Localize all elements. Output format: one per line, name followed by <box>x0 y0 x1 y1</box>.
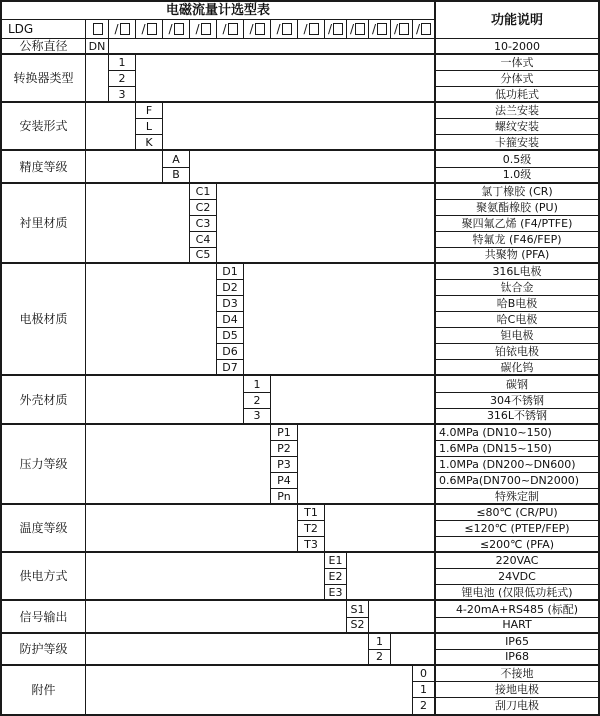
blank-box-icon <box>93 23 103 35</box>
code-cell: D1 <box>217 264 244 280</box>
description-cell: 低功耗式 <box>435 87 598 103</box>
code-cell: 2 <box>369 650 391 666</box>
spacer-cell <box>86 601 347 633</box>
description-cell: 钛合金 <box>435 280 598 296</box>
code-cell: D6 <box>217 344 244 360</box>
description-cell: 氯丁橡胶 (CR) <box>435 184 598 200</box>
code-cell: P1 <box>271 425 298 441</box>
description-cell: 哈B电极 <box>435 296 598 312</box>
model-box-9 <box>325 20 347 39</box>
description-cell: ≤80℃ (CR/PU) <box>435 505 598 521</box>
spacer-cell <box>391 634 435 666</box>
description-cell: 4-20mA+RS485 (标配) <box>435 601 598 617</box>
blank-box-icon <box>399 23 409 35</box>
blank-box-icon <box>147 23 157 35</box>
code-cell: 3 <box>244 409 271 425</box>
code-cell: C4 <box>190 232 217 248</box>
code-cell: D4 <box>217 312 244 328</box>
slash: / <box>141 22 146 36</box>
spacer-cell <box>86 376 244 424</box>
description-cell: IP68 <box>435 650 598 666</box>
code-cell: 1 <box>109 55 136 71</box>
category-label: 压力等级 <box>2 425 86 505</box>
blank-box-icon <box>333 23 343 35</box>
code-cell: E3 <box>325 585 347 601</box>
code-cell: C5 <box>190 248 217 264</box>
description-cell: 1.6MPa (DN15~150) <box>435 441 598 457</box>
description-cell: 碳化钨 <box>435 360 598 376</box>
slash: / <box>415 22 421 36</box>
model-box-5 <box>217 20 244 39</box>
code-cell: F <box>136 103 163 119</box>
description-cell: 特殊定制 <box>435 489 598 505</box>
category-label: 电极材质 <box>2 264 86 377</box>
description-cell: 法兰安装 <box>435 103 598 119</box>
category-label: 温度等级 <box>2 505 86 553</box>
code-cell: P2 <box>271 441 298 457</box>
slash: / <box>371 22 377 36</box>
spacer-cell <box>369 601 435 633</box>
code-cell: C3 <box>190 216 217 232</box>
code-cell: E2 <box>325 569 347 585</box>
code-cell: D2 <box>217 280 244 296</box>
slash: / <box>195 22 200 36</box>
category-label: 外壳材质 <box>2 376 86 424</box>
code-cell: 0 <box>413 666 435 682</box>
spacer-cell <box>109 39 435 55</box>
model-prefix: LDG <box>2 20 86 39</box>
spacer-cell <box>298 425 435 505</box>
description-cell: 分体式 <box>435 71 598 87</box>
description-cell: IP65 <box>435 634 598 650</box>
model-box-1 <box>109 20 136 39</box>
description-cell: 聚氨酯橡胶 (PU) <box>435 200 598 216</box>
model-box-12 <box>391 20 413 39</box>
description-cell: HART <box>435 618 598 634</box>
description-cell: 1.0MPa (DN200~DN600) <box>435 457 598 473</box>
spacer-cell <box>325 505 435 553</box>
description-cell: 316L不锈钢 <box>435 409 598 425</box>
model-first-box <box>86 20 109 39</box>
table-title: 电磁流量计选型表 <box>2 2 435 20</box>
description-cell: 聚四氟乙烯 (F4/PTFE) <box>435 216 598 232</box>
blank-box-icon <box>282 23 292 35</box>
slash: / <box>276 22 281 36</box>
code-cell: 2 <box>109 71 136 87</box>
spacer-cell <box>86 264 217 377</box>
code-cell: L <box>136 119 163 135</box>
description-cell: 特氟龙 (F46/FEP) <box>435 232 598 248</box>
blank-box-icon <box>355 23 365 35</box>
code-cell: DN <box>86 39 109 55</box>
description-cell: 304不锈钢 <box>435 393 598 409</box>
description-cell: 锂电池 (仅限低功耗式) <box>435 585 598 601</box>
category-label: 精度等级 <box>2 151 86 183</box>
spacer-cell <box>271 376 435 424</box>
slash: / <box>168 22 173 36</box>
model-box-2 <box>136 20 163 39</box>
code-cell: 1 <box>369 634 391 650</box>
description-cell: 24VDC <box>435 569 598 585</box>
blank-box-icon <box>255 23 265 35</box>
category-label: 防护等级 <box>2 634 86 666</box>
spacer-cell <box>163 103 435 151</box>
spacer-cell <box>86 666 413 714</box>
code-cell: A <box>163 151 190 167</box>
description-cell: 0.5级 <box>435 151 598 167</box>
slash: / <box>249 22 254 36</box>
description-cell: 0.6MPa(DN700~DN2000) <box>435 473 598 489</box>
category-label: 信号输出 <box>2 601 86 633</box>
model-box-10 <box>347 20 369 39</box>
spacer-cell <box>86 103 136 151</box>
category-label: 衬里材质 <box>2 184 86 264</box>
model-box-11 <box>369 20 391 39</box>
spacer-cell <box>136 55 435 103</box>
description-cell: 一体式 <box>435 55 598 71</box>
slash: / <box>327 22 333 36</box>
category-label: 公称直径 <box>2 39 86 55</box>
code-cell: 2 <box>244 393 271 409</box>
description-cell: 铂铱电极 <box>435 344 598 360</box>
code-cell: C1 <box>190 184 217 200</box>
code-cell: B <box>163 168 190 184</box>
slash: / <box>222 22 227 36</box>
description-cell: 接地电极 <box>435 682 598 698</box>
spacer-cell <box>86 634 369 666</box>
spacer-cell <box>190 151 435 183</box>
code-cell: 3 <box>109 87 136 103</box>
spacer-cell <box>86 55 109 103</box>
description-cell: 10-2000 <box>435 39 598 55</box>
code-cell: P3 <box>271 457 298 473</box>
spacer-cell <box>244 264 435 377</box>
slash: / <box>349 22 355 36</box>
slash: / <box>114 22 119 36</box>
code-cell: P4 <box>271 473 298 489</box>
spacer-cell <box>217 184 435 264</box>
code-cell: D7 <box>217 360 244 376</box>
code-cell: T1 <box>298 505 325 521</box>
spacer-cell <box>86 553 325 601</box>
category-label: 供电方式 <box>2 553 86 601</box>
description-cell: 卡箍安装 <box>435 135 598 151</box>
description-cell: 刮刀电极 <box>435 698 598 714</box>
code-cell: D5 <box>217 328 244 344</box>
model-box-13 <box>413 20 435 39</box>
code-cell: 1 <box>244 376 271 392</box>
description-cell: 螺纹安装 <box>435 119 598 135</box>
spacer-cell <box>86 425 271 505</box>
model-box-4 <box>190 20 217 39</box>
model-box-7 <box>271 20 298 39</box>
code-cell: T3 <box>298 537 325 553</box>
description-cell: 316L电极 <box>435 264 598 280</box>
model-box-6 <box>244 20 271 39</box>
code-cell: E1 <box>325 553 347 569</box>
model-box-3 <box>163 20 190 39</box>
description-cell: 共聚物 (PFA) <box>435 248 598 264</box>
function-column-header: 功能说明 <box>435 2 598 39</box>
code-cell: 1 <box>413 682 435 698</box>
code-cell: S1 <box>347 601 369 617</box>
description-cell: ≤120℃ (PTEP/FEP) <box>435 521 598 537</box>
code-cell: K <box>136 135 163 151</box>
description-cell: 220VAC <box>435 553 598 569</box>
model-box-8 <box>298 20 325 39</box>
code-cell: 2 <box>413 698 435 714</box>
code-cell: T2 <box>298 521 325 537</box>
blank-box-icon <box>228 23 238 35</box>
blank-box-icon <box>201 23 211 35</box>
blank-box-icon <box>421 23 431 35</box>
category-label: 附件 <box>2 666 86 714</box>
blank-box-icon <box>120 23 130 35</box>
description-cell: 4.0MPa (DN10~150) <box>435 425 598 441</box>
code-cell: Pn <box>271 489 298 505</box>
code-cell: D3 <box>217 296 244 312</box>
description-cell: 钽电极 <box>435 328 598 344</box>
blank-box-icon <box>174 23 184 35</box>
code-cell: S2 <box>347 618 369 634</box>
spacer-cell <box>86 505 298 553</box>
description-cell: 碳钢 <box>435 376 598 392</box>
slash: / <box>303 22 308 36</box>
code-cell: C2 <box>190 200 217 216</box>
description-cell: 不接地 <box>435 666 598 682</box>
spacer-cell <box>86 151 163 183</box>
description-cell: 1.0级 <box>435 168 598 184</box>
description-cell: ≤200℃ (PFA) <box>435 537 598 553</box>
description-cell: 哈C电极 <box>435 312 598 328</box>
blank-box-icon <box>309 23 319 35</box>
blank-box-icon <box>377 23 387 35</box>
category-label: 安装形式 <box>2 103 86 151</box>
spacer-cell <box>347 553 435 601</box>
slash: / <box>393 22 399 36</box>
category-label: 转换器类型 <box>2 55 86 103</box>
spacer-cell <box>86 184 190 264</box>
